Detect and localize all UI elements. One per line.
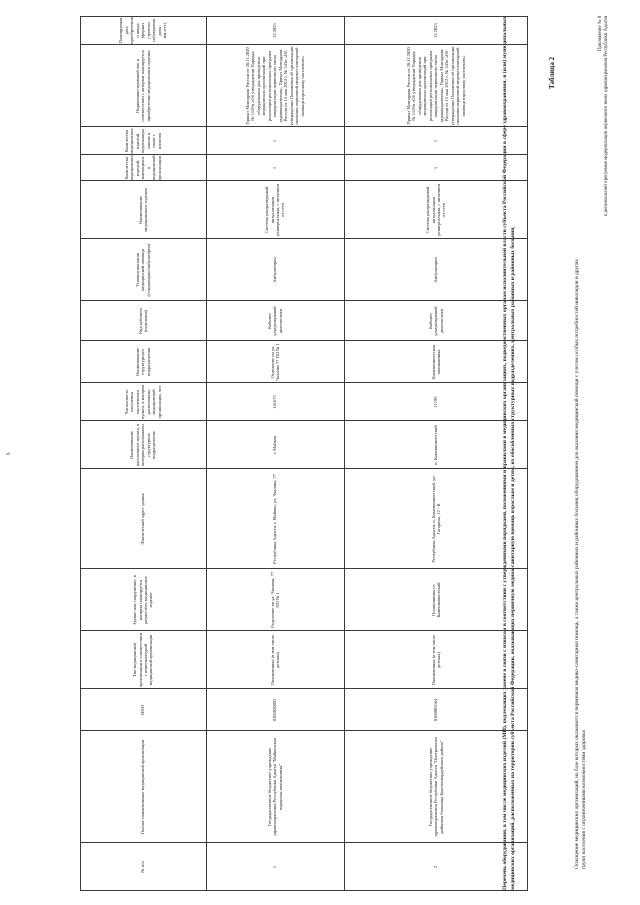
table-cell-address: Республика Адыгея, г. Майкоп, ул. Чкалова, 77 xyxy=(272,474,278,564)
header-cell-org: Полное наименование медицинской организации xyxy=(140,739,146,835)
table-grid-line xyxy=(80,16,81,891)
table-cell-building: Отделение по ул. Чкалова, 77 ПП № 1 xyxy=(269,571,280,629)
table-cell-count-replace: 1 xyxy=(272,139,278,143)
table-grid-line xyxy=(80,630,528,631)
table-grid-line xyxy=(80,420,528,421)
table-grid-line xyxy=(80,890,528,891)
header-cell-conditions: Условия оказания медицинской помощи (стационарно/амбулаторно) xyxy=(134,243,151,297)
table-cell-count-replace: 1 xyxy=(433,139,439,143)
header-cell-unit: Наименование структурного подразделения xyxy=(134,347,151,377)
table-cell-conditions: Амбулаторно xyxy=(433,257,439,283)
table-cell-cabinet: Кабинет ультразвуковой диагностики xyxy=(427,306,444,336)
header-cell-building: Здание или сооружение, в котором планируется разместить медицинское изделие xyxy=(132,575,154,625)
table-cell-conditions: Амбулаторно xyxy=(272,257,278,283)
table-cell-inn: 0104003564 xyxy=(433,698,439,722)
table-grid-line xyxy=(80,842,528,843)
table-grid-line xyxy=(80,468,528,469)
table-grid-line xyxy=(80,180,528,181)
table-cell-count-have: 1 xyxy=(272,166,278,170)
table-cell-address: Республика Адыгея, п. Каменномостский, ул. Гагарина, 12 - В xyxy=(430,475,441,563)
appendix-note xyxy=(598,16,611,216)
table-grid-line xyxy=(80,568,528,569)
table-cell-inn: 0105020893 xyxy=(272,698,278,722)
table-grid-line xyxy=(80,238,528,239)
table-grid-line xyxy=(206,16,207,891)
table-cell-population: 11199 xyxy=(433,396,439,408)
table-cell-device: Система ультразвуковой визуализации универсальная, с питанием от сети xyxy=(264,183,286,237)
table-cell-settlement: г. Майкоп xyxy=(272,435,278,455)
table-grid-line xyxy=(80,340,528,341)
table-cell-unit: Отделение по ул. Чкалова 77 ПП № 1 xyxy=(269,343,280,381)
header-cell-device: Наименование медицинского изделия xyxy=(137,188,148,232)
table-cell-population: 141675 xyxy=(272,395,278,409)
table-cell-num: 2 xyxy=(433,865,439,869)
table-grid-line xyxy=(80,688,528,689)
table-cell-device: Система ультразвуковой визуализации универсальная, с питанием от сети xyxy=(425,183,447,237)
header-cell-address: Фактический адрес здания xyxy=(140,493,146,545)
table-cell-cabinet: Кабинет ультразвуковой диагностики xyxy=(266,306,283,336)
header-cell-count-replace: Количество медицинских изделий, подлежащих замене в связи с износом xyxy=(123,128,162,154)
header-cell-num: № п/п xyxy=(140,861,146,873)
table-cell-num: 1 xyxy=(272,865,278,869)
table-grid-line xyxy=(80,16,528,17)
header-cell-act: Нормативно-правовой акт, в соответствии с которым планируется приобретение медицинского изделия xyxy=(134,50,151,122)
table-cell-act: Приказ Минздрава России от 28.11.2020 № 1159н «Об утверждении Порядка оборудования для проведения медицинских организаций при реализации региональных программ модернизации первичного звена здравоохранения», Приказ Минздрава России от 15 мая 2012 г. № 543н «Об утверждении Положения об организации оказания первичной медико-санитарной помощи взрослому населению» xyxy=(244,46,305,126)
table-grid-line xyxy=(80,154,528,155)
table-cell-type: Поликлиника (в том числе детская) xyxy=(269,634,280,686)
table-cell-settlement: п. Каменномостский xyxy=(433,425,439,465)
table-cell-count-have: 1 xyxy=(433,166,439,170)
table-cell-building: Поликлиника ст. Каменномостский xyxy=(430,582,441,618)
header-cell-date: Планируемая дата приобретения и ввода (формат строгого соблюдения даты: мм.гггг) xyxy=(118,17,168,44)
table-cell-unit: Каменномостская поликлиника xyxy=(430,344,441,380)
equipment-table xyxy=(80,16,528,891)
appendix-number: Приложение № 8 xyxy=(598,16,603,52)
table-caption: Таблица 2 xyxy=(548,56,556,89)
table-grid-line xyxy=(80,300,528,301)
table-grid-line xyxy=(80,126,528,127)
header-cell-count-have: Количество медицинских изделий, имеющихся в медицинской организации xyxy=(123,155,162,181)
table-cell-type: Поликлиника (в том числе детская) xyxy=(430,634,441,686)
table-cell-org: Государственное бюджетное учреждение здравоохранения Республики Адыгея "Центральная районная больница Красногвардейского района" xyxy=(427,737,444,837)
table-grid-line xyxy=(527,16,528,891)
table-grid-line xyxy=(80,730,528,731)
header-cell-settlement: Наименование населенного пункта, в котором расположено структурное подразделение xyxy=(129,423,157,467)
table-grid-line xyxy=(80,382,528,383)
table-grid-line xyxy=(80,44,528,45)
header-cell-cabinet: Вид кабинета (отделения) xyxy=(137,307,148,335)
header-cell-population: Численность населения населенного пункта, в котором расположено медицинской организации, чел xyxy=(123,384,162,420)
table-grid-line xyxy=(344,16,345,891)
table-cell-org: Государственное бюджетное учреждение здравоохранения Республики Адыгея "Майкопская городская поликлиника" xyxy=(266,738,283,836)
table-cell-date: 12.2023 xyxy=(433,23,439,38)
page-number: 9 xyxy=(7,452,12,455)
table-cell-date: 12.2025 xyxy=(272,23,278,38)
intro-paragraph: Оснащение медицинских организаций, на базе которых оказывается первичная медико-санитарная помощь, а также центральных районных и районных больниц оборудованием для оказания медицинской помощи с учетом особых потребностей инвалидов и других групп населения с ограниченными возможностями здоровья xyxy=(574,259,588,869)
table-title: Перечень оборудования, в том числе медицинских изделий (МИ), подлежащих замене в связи с износом в соответствии с утвержденными порядками, положениями и правилами в медицинских организациях, подведомственных органам исполнительной власти субъекта Российской Федерации в сфере здравоохранения, и (или) муниципальных медицинских организаций, расположенных на территории субъекта Российской Федерации, оказывающих первичную медико-санитарную помощь взрослым и детям, их обособленных структурных подразделениях, центральных районных и районных больниц xyxy=(502,16,516,890)
header-cell-type: Тип медицинской организации в соответствии с номенклатурой медицинской организации xyxy=(132,633,154,687)
table-cell-act: Приказ Минздрава России от 28.11.2020 № 1159н «Об утверждении Порядка оборудования для проведения медицинских организаций при реализации региональных программ модернизации первичного звена здравоохранения», Приказ Минздрава России от 15 мая 2012 г. № 543н «Об утверждении Положения об организации оказания первичной медико-санитарной помощи взрослому населению» xyxy=(405,46,466,126)
header-cell-inn: ИНН xyxy=(140,705,146,715)
appendix-reference: к региональной программе модернизации первичного звена здравоохранения Республики Адыгея xyxy=(604,16,610,217)
